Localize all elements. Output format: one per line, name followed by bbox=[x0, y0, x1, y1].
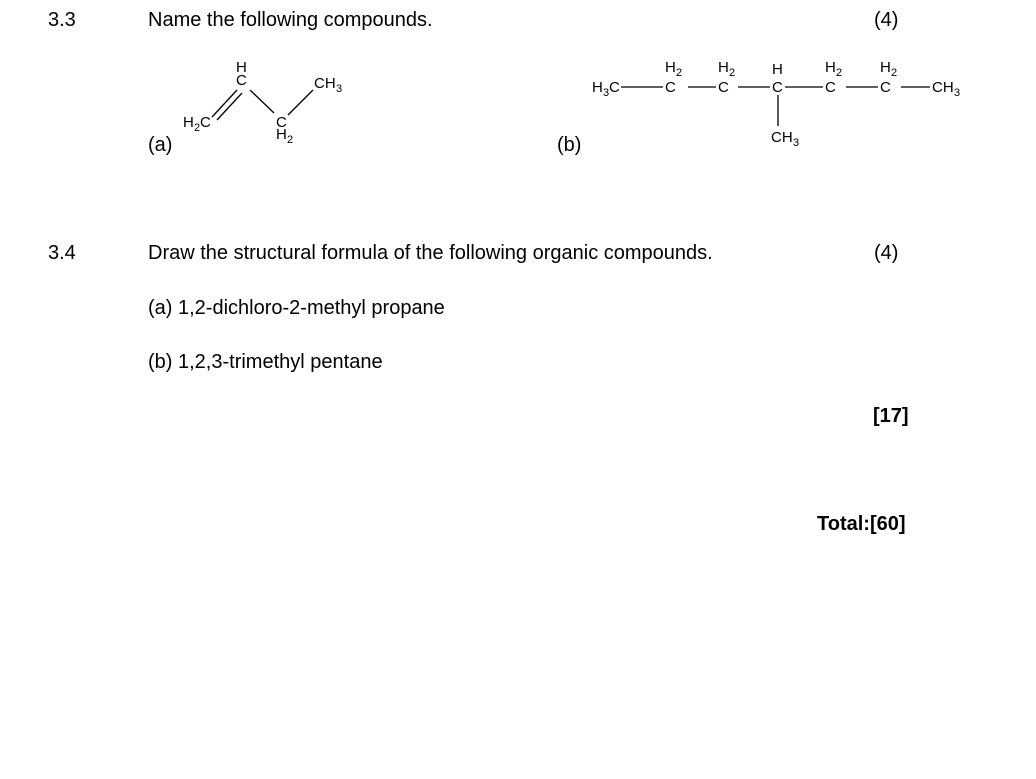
structure-b-branch-sub: 3 bbox=[793, 137, 800, 149]
question-number-3-3: 3.3 bbox=[48, 9, 76, 31]
question-3-3-text: Name the following compounds. bbox=[148, 9, 433, 31]
structure-b-c2-h: H bbox=[665, 59, 676, 76]
structure-b-c2-sub: 2 bbox=[676, 67, 683, 79]
structure-b-c6-h: H bbox=[880, 59, 891, 76]
structure-a-ch-c: C bbox=[236, 72, 247, 89]
question-number-3-4: 3.4 bbox=[48, 242, 76, 264]
structure-a-ch-h: H bbox=[236, 59, 247, 76]
part-a-label: (a) bbox=[148, 134, 173, 156]
structure-a-ch2-c: C bbox=[276, 114, 287, 131]
structure-b-right-sub: 3 bbox=[954, 87, 961, 99]
structure-b-right-ch3: CH bbox=[932, 79, 954, 96]
question-3-4-text: Draw the structural formula of the following organic compounds. bbox=[148, 242, 713, 264]
part-b-label: (b) bbox=[557, 134, 582, 156]
structure-a-atom-c: C bbox=[200, 114, 211, 131]
structure-b-c2-c: C bbox=[665, 79, 676, 96]
grand-total: Total:[60] bbox=[817, 513, 906, 535]
structure-a-atom-h: H bbox=[183, 114, 194, 131]
structure-a-diagram bbox=[175, 55, 365, 155]
structure-a-bond-2 bbox=[250, 90, 274, 113]
structure-a-ch2-h: H bbox=[276, 126, 287, 143]
structure-b-c3-sub: 2 bbox=[729, 67, 736, 79]
structure-a-ch3: CH bbox=[314, 75, 336, 92]
structure-b-left-c: C bbox=[609, 79, 620, 96]
question-3-4-part-b: (b) 1,2,3-trimethyl pentane bbox=[148, 351, 383, 373]
structure-b-branch-ch3: CH bbox=[771, 129, 793, 146]
structure-b-c6-sub: 2 bbox=[891, 67, 898, 79]
structure-a-sub-2: 2 bbox=[194, 122, 201, 134]
structure-b-c6-c: C bbox=[880, 79, 891, 96]
structure-a-ch3-sub: 3 bbox=[336, 83, 343, 95]
structure-b-c4-h: H bbox=[772, 61, 783, 78]
structure-b-c4-c: C bbox=[772, 79, 783, 96]
structure-a-double-bond-2 bbox=[217, 93, 242, 120]
structure-b-c5-sub: 2 bbox=[836, 67, 843, 79]
structure-b-left-h: H bbox=[592, 79, 603, 96]
structure-a-bond-3 bbox=[288, 90, 313, 115]
structure-b-left-sub: 3 bbox=[603, 87, 610, 99]
structure-b-c5-h: H bbox=[825, 59, 836, 76]
question-3-4-marks: (4) bbox=[874, 242, 899, 264]
structure-a-ch2-sub: 2 bbox=[287, 134, 294, 146]
structure-b-c3-c: C bbox=[718, 79, 729, 96]
structure-b-c3-h: H bbox=[718, 59, 729, 76]
structure-b-c5-c: C bbox=[825, 79, 836, 96]
question-3-3-marks: (4) bbox=[874, 9, 899, 31]
section-total: [17] bbox=[873, 405, 909, 427]
structure-b-diagram bbox=[590, 58, 980, 153]
question-3-4-part-a: (a) 1,2-dichloro-2-methyl propane bbox=[148, 297, 445, 319]
structure-a-double-bond-1 bbox=[212, 90, 237, 117]
